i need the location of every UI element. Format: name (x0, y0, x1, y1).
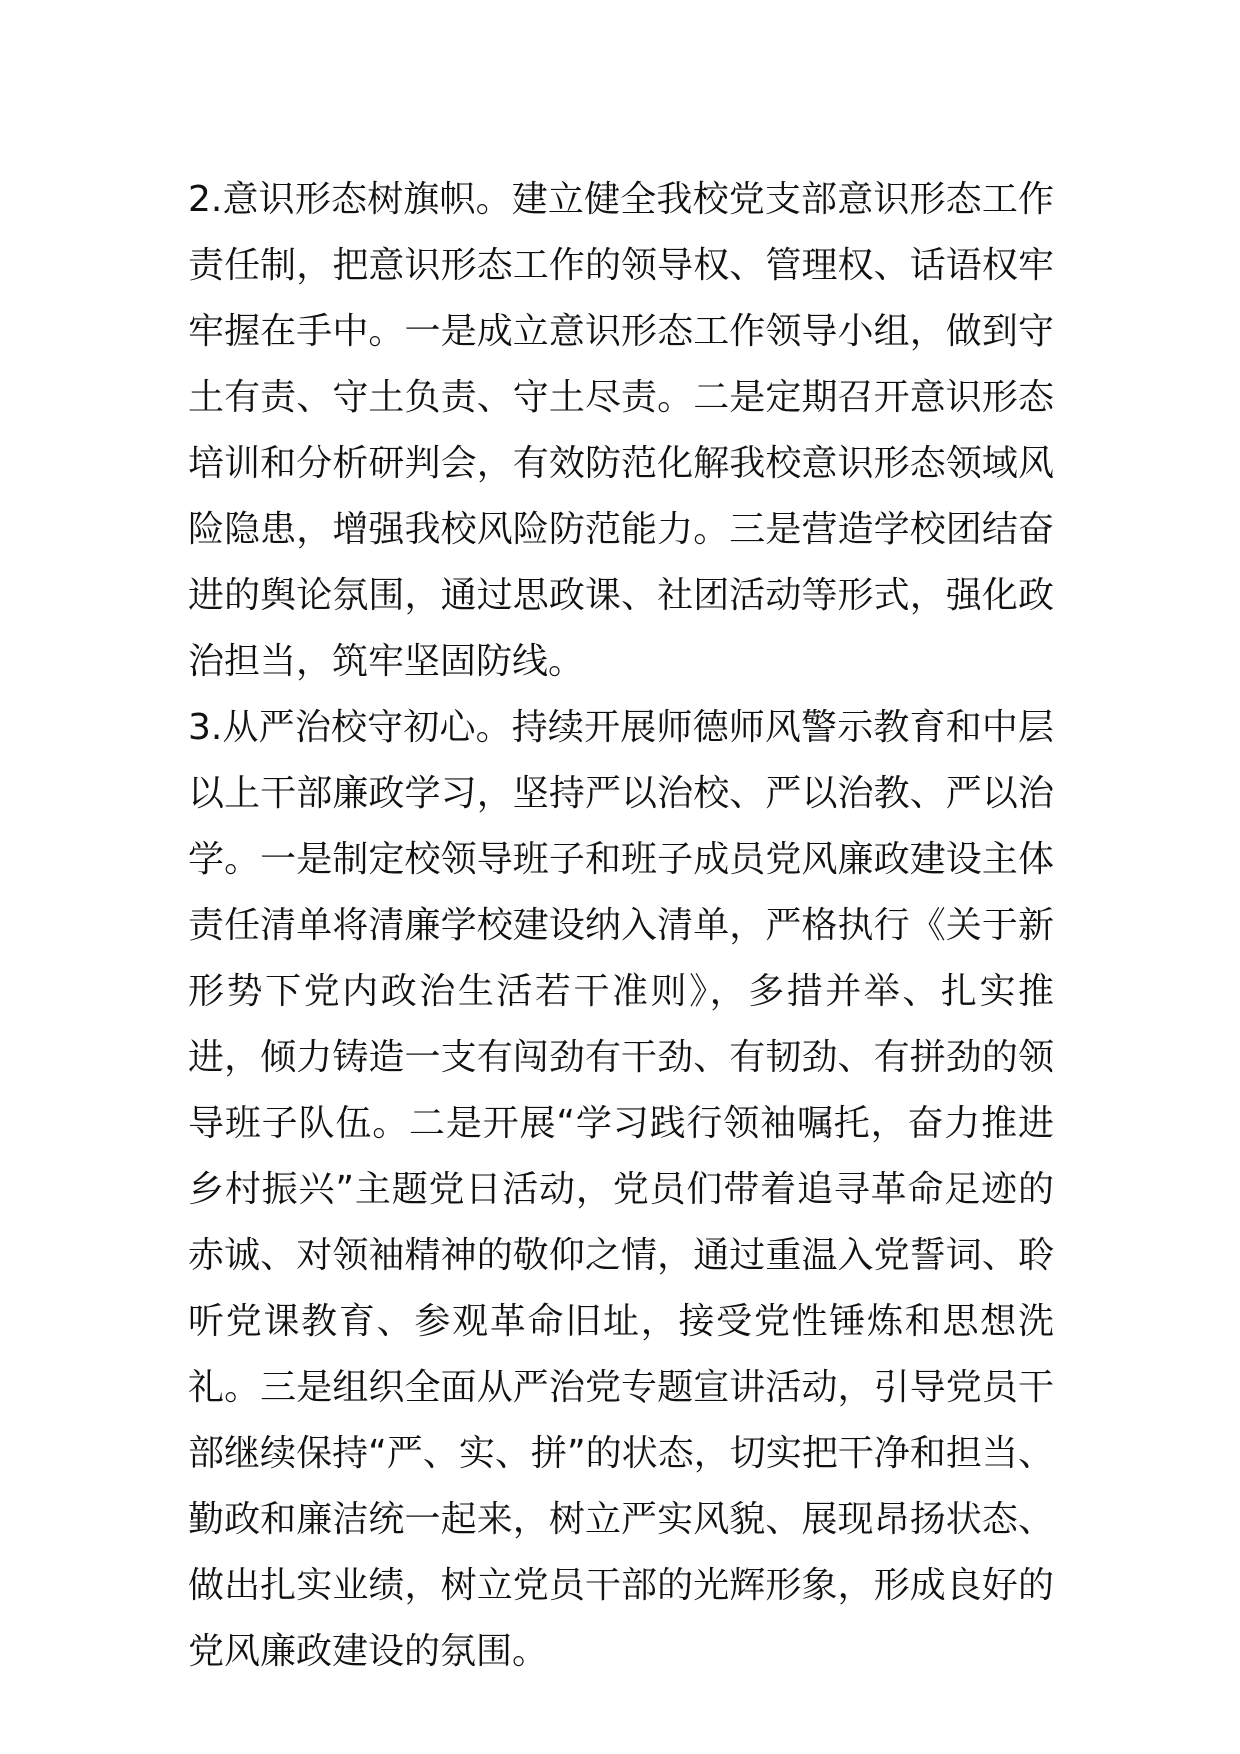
paragraph-ideology: 2.意识形态树旗帜。建立健全我校党支部意识形态工作责任制，把意识形态工作的领导权、管理权、话语权牢牢握在手中。一是成立意识形态工作领导小组，做到守土有责、守土负责、守土尽责。二是定期召开意识形态培训和分析研判会，有效防范化解我校意识形态领域风险隐患，增强我校风险防范能力。三是营造学校团结奋进的舆论氛围，通过思政课、社团活动等形式，强化政治担当，筑牢坚固防线。 (188, 179, 1054, 682)
paragraph-strict-governance: 3.从严治校守初心。持续开展师德师风警示教育和中层以上干部廉政学习，坚持严以治校、严以治教、严以治学。一是制定校领导班子和班子成员党风廉政建设主体责任清单将清廉学校建设纳入清单，严格执行《关于新形势下党内政治生活若干准则》，多措并举、扎实推进，倾力铸造一支有闯劲有干劲、有韧劲、有拼劲的领导班子队伍。二是开展“学习践行领袖嘱托，奋力推进乡村振兴”主题党日活动，党员们带着追寻革命足迹的赤诚、对领袖精神的敬仰之情，通过重温入党誓词、聆听党课教育、参观革命旧址，接受党性锤炼和思想洗礼。三是组织全面从严治党专题宣讲活动，引导党员干部继续保持“严、实、拼”的状态，切实把干净和担当、勤政和廉洁统一起来，树立严实风貌、展现昂扬状态、做出扎实业绩，树立党员干部的光辉形象，形成良好的党风廉政建设的氛围。 (188, 707, 1054, 1672)
document-body (188, 167, 1054, 1685)
